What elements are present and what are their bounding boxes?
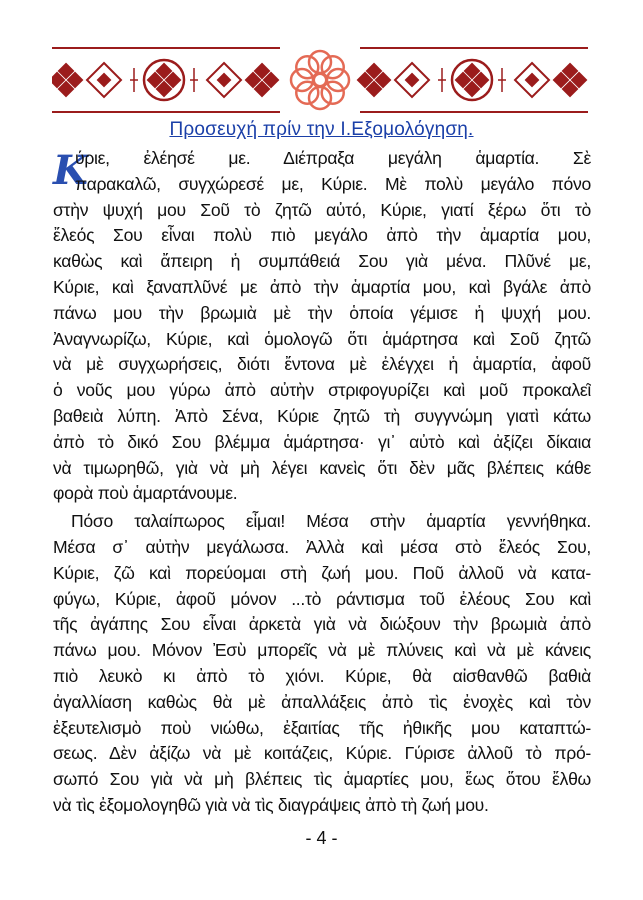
paragraph (53, 146, 591, 507)
diamond-ornament (406, 74, 418, 86)
rosette-petal (309, 87, 331, 109)
text-line: βαθειὰ λύπη. Ἀπὸ Σένα, Κύριε ζητῶ τὴ συγγνώμη γιατὶ κάτω (53, 405, 591, 426)
drop-cap: Κ (53, 147, 88, 194)
diamond-ornament (218, 74, 230, 86)
ornamental-border (52, 42, 588, 118)
text-line: καθὼς καὶ ἄπειρη ἡ συμπάθειά Σου γιὰ μένα. Πλῦνέ με, (53, 251, 591, 272)
text-line: πάνω μου. Μόνον Ἐσὺ μπορεῖς νὰ μὲ πλύνεις καὶ νὰ μὲ κάνεις (53, 640, 591, 661)
text-line: Ἀναγνωρίζω, Κύριε, καὶ ὁμολογῶ ὅτι ἁμάρτησα καὶ Σοῦ ζητῶ (53, 328, 591, 349)
rosette-petal (309, 51, 331, 73)
rosette-petal (322, 56, 344, 78)
rosette-center (314, 74, 326, 86)
text-line: στὴν ψυχή μου Σοῦ τὸ ζητῶ αὐτό, Κύριε, γιατί ξέρω ὅτι τὸ (53, 199, 591, 220)
rosette-petal (322, 82, 344, 104)
text-line: πάνω μου τὴν βρωμιὰ μὲ τὴν ὁποία γέμισε ἡ ψυχή μου. (53, 302, 591, 323)
text-line: φύγω, Κύριε, ἀφοῦ μόνον ...τὸ ράντισμα τοῦ ἐλέους Σου καὶ (53, 588, 591, 609)
page-number: - 4 - (305, 828, 338, 848)
text-line: ὁ νοῦς μου γύρω ἀπὸ αὐτὴν στριφογυρίζει καὶ μοῦ προκαλεῖ (53, 380, 591, 401)
text-line: σεως. Δὲν ἀξίζω νὰ μὲ κοιτάζεις, Κύριε. Γύρισε ἀλλοῦ τὸ πρό- (53, 743, 591, 764)
text-line: Μέσα σ᾽ αὐτὴν μεγάλωσα. Ἀλλὰ καὶ μέσα στὸ ἔλεός Σου, (53, 536, 591, 557)
rosette-petal (291, 69, 313, 91)
rosette-petal (327, 69, 349, 91)
text-line: τῆς ἀγάπης Σου εἶναι ἀρκετὰ γιὰ νὰ διώξουν τὴν βρωμιὰ ἀπὸ (53, 614, 591, 635)
rosette-petal (296, 82, 318, 104)
rosette-petal (296, 56, 318, 78)
diamond-ornament (526, 74, 538, 86)
text-line: πιὸ λευκὸ κι ἀπὸ τὸ χιόνι. Κύριε, θὰ αἰσθανθῶ βαθιὰ (53, 665, 591, 686)
text-line: φορὰ ποὺ ἁμαρτάνουμε. (53, 483, 238, 504)
text-line: νὰ τὶς ἐξομολογηθῶ γιὰ νὰ τὶς διαγράψεις ἀπὸ τὴ ζωή μου. (53, 794, 489, 815)
text-line: Κύριε, καὶ ξαναπλῦνέ με ἀπὸ τὴν ἁμαρτία μου, καὶ βγάλε ἀπὸ (53, 276, 591, 297)
prayer-text (53, 146, 591, 819)
text-line: νὰ τιμωρηθῶ, γιὰ νὰ μὴ λέγει κανεὶς ὅτι δὲν μᾶς βλέπεις κάθε (53, 457, 591, 478)
text-line: ἀγαλλίαση καθὼς θὰ μὲ ἀπαλλάξεις ἀπὸ τὶς ἐνοχὲς καὶ τὸν (53, 691, 591, 712)
text-line: ἐξευτελισμὸ ποὺ νιώθω, ἐξαιτίας τῆς ἠθικῆς μου καταπτώ- (53, 717, 591, 738)
diamond-ornament (98, 74, 110, 86)
text-line: ύριε, ἐλέησέ με. Διέπραξα μεγάλη ἁμαρτία. Σὲ (75, 148, 591, 168)
text-line: παρακαλῶ, συγχώρεσέ με, Κύριε. Μὲ πολὺ μεγάλο πόνο (75, 173, 591, 194)
text-line: σωπό Σου γιὰ νὰ μὴ βλέπεις τὶς ἁμαρτίες μου, ἕως ὅτου ἔλθω (53, 769, 591, 790)
text-line: νὰ μὲ συγχωρήσεις, διότι ἔντονα μὲ ἐλέγχει ἡ ἁμαρτία, ἀφοῦ (53, 354, 591, 375)
text-line: ἀπὸ τὸ δικό Σου βλέμμα ἁμάρτησα· γι᾽ αὐτὸ καὶ ἀξίζει δίκαια (53, 431, 591, 452)
text-line: Πόσο ταλαίπωρος εἶμαι! Μέσα στὴν ἁμαρτία γεννήθηκα. (71, 511, 591, 532)
paragraph (53, 509, 591, 819)
page-title: Προσευχή πρίν την Ι.Εξομολόγηση. (169, 119, 474, 140)
text-line: Κύριε, ζῶ καὶ πορεύομαι στὴ ζωή μου. Ποῦ ἀλλοῦ νὰ κατα- (53, 562, 591, 583)
text-line: ἔλεός Σου εἶναι πολὺ πιὸ μεγάλο ἀπὸ τὴν ἁμαρτία μου, (53, 225, 591, 246)
